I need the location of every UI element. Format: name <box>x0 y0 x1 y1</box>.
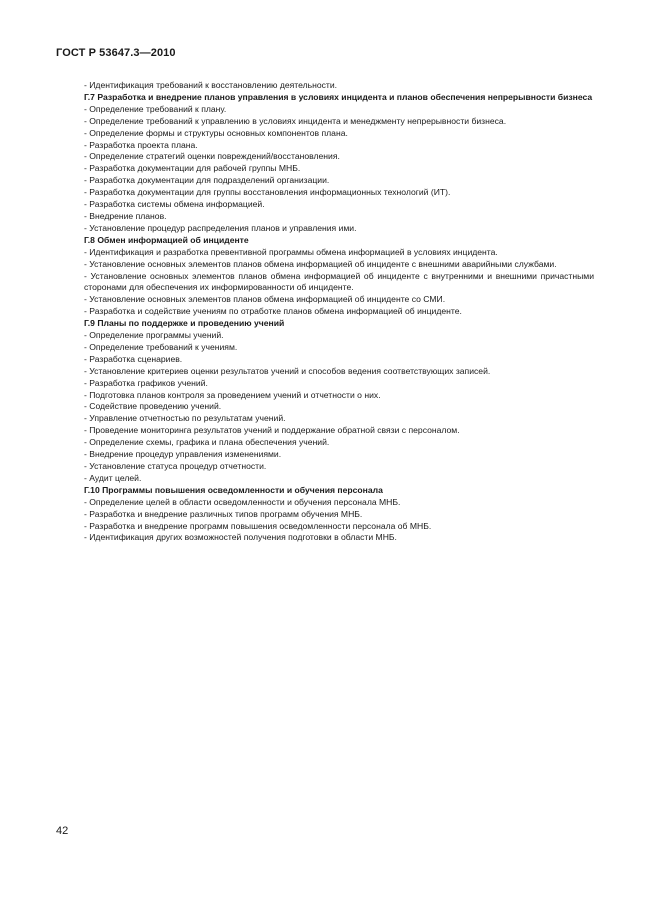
list-item: - Установление основных элементов планов обмена информацией об инциденте со СМИ. <box>84 294 446 305</box>
list-item: - Идентификация других возможностей получения подготовки в области МНБ. <box>84 532 397 543</box>
list-item: - Содействие проведению учений. <box>84 401 222 412</box>
list-item: - Внедрение планов. <box>84 210 167 221</box>
list-item: - Установление основных элементов планов обмена информацией об инциденте с внешними аварийными службами. <box>84 258 557 269</box>
section-heading-g8: Г.8 Обмен информацией об инциденте <box>84 234 249 245</box>
page-number: 42 <box>56 825 69 837</box>
list-item: - Установление процедур распределения планов и управления ими. <box>84 222 357 233</box>
list-item: - Разработка документации для группы восстановления информационных технологий (ИТ). <box>84 187 451 198</box>
list-item: - Подготовка планов контроля за проведением учений и отчетности о них. <box>84 389 381 400</box>
list-item: - Определение целей в области осведомленности и обучения персонала МНБ. <box>84 496 401 507</box>
list-item: - Разработка сценариев. <box>84 353 183 364</box>
list-item: - Внедрение процедур управления изменениями. <box>84 449 282 460</box>
list-item: - Определение требований к управлению в условиях инцидента и менеджменту непрерывности бизнеса. <box>84 115 507 126</box>
list-item: - Разработка документации для рабочей группы МНБ. <box>84 163 301 174</box>
list-item: - Разработка и внедрение программ повышения осведомленности персонала об МНБ. <box>84 520 432 531</box>
section-heading-g7: Г.7 Разработка и внедрение планов управления в условиях инцидента и планов обеспечения непрерывности бизнеса <box>84 91 593 102</box>
document-header: ГОСТ Р 53647.3—2010 <box>56 47 176 59</box>
list-item: - Определение стратегий оценки повреждений/восстановления. <box>84 151 340 162</box>
list-item: - Идентификация требований к восстановлению деятельности. <box>84 80 338 90</box>
list-item: - Определение формы и структуры основных компонентов плана. <box>84 127 348 138</box>
list-item: - Разработка документации для подразделений организации. <box>84 175 330 186</box>
list-item: - Установление статуса процедур отчетности. <box>84 461 267 471</box>
list-item: - Разработка и внедрение различных типов программ обучения МНБ. <box>84 508 363 519</box>
list-item: - Разработка графиков учений. <box>84 377 208 388</box>
list-item: - Определение схемы, графика и плана обеспечения учений. <box>84 437 330 448</box>
section-heading-g9: Г.9 Планы по поддержке и проведению учений <box>84 318 285 329</box>
list-item: - Разработка системы обмена информацией. <box>84 199 265 210</box>
list-item: - Разработка проекта плана. <box>84 139 198 150</box>
list-item: - Определение требований к плану. <box>84 103 227 114</box>
list-item: - Идентификация и разработка превентивной программы обмена информацией в условиях инцидента. <box>84 246 498 257</box>
list-item: - Определение требований к учениям. <box>84 341 238 352</box>
list-item: - Аудит целей. <box>84 472 142 483</box>
list-item: - Установление основных элементов планов обмена информацией об инциденте с внутренними и внешними причастными сторонами для обеспечения их информированности об инциденте. <box>84 270 594 293</box>
list-item: - Установление критериев оценки результатов учений и способов ведения соответствующих записей. <box>84 365 491 376</box>
list-item: - Проведение мониторинга результатов учений и поддержание обратной связи с персоналом. <box>84 425 460 436</box>
section-heading-g10: Г.10 Программы повышения осведомленности и обучения персонала <box>84 484 383 495</box>
list-item: - Управление отчетностью по результатам учений. <box>84 413 286 424</box>
document-body <box>56 80 594 544</box>
list-item: - Определение программы учений. <box>84 330 224 341</box>
list-item: - Разработка и содействие учениям по отработке планов обмена информацией об инциденте. <box>84 306 462 317</box>
